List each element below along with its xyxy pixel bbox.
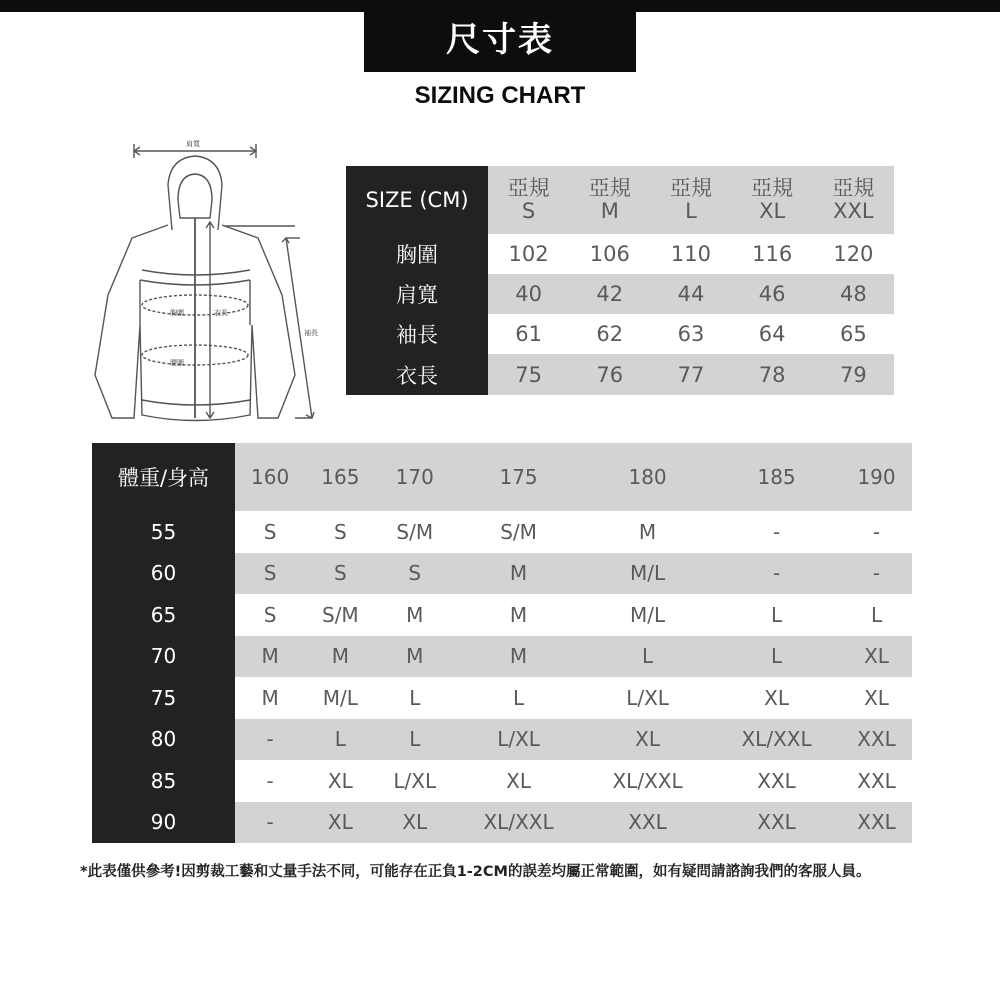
disclaimer-footnote: *此表僅供參考!因剪裁工藝和丈量手法不同，可能存在正負1-2CM的誤差均屬正常範圍，如有疑問請諮詢我們的客服人員。 — [80, 864, 871, 880]
size-cell: XXL — [841, 719, 912, 761]
size-cell: L — [305, 719, 375, 761]
size-cell: XL — [327, 768, 353, 793]
measurement-cell: 46 — [732, 274, 813, 314]
size-cell: XXL — [757, 768, 796, 793]
table-row — [92, 802, 912, 844]
measurement-cell: 106 — [589, 242, 630, 266]
size-cell: - — [772, 519, 781, 544]
measurement-row-label: 袖長 — [346, 314, 488, 354]
size-column-header: 亞規 M — [569, 166, 650, 234]
size-cell: L — [712, 636, 841, 678]
size-cell: M — [406, 602, 424, 627]
size-cell: S — [263, 602, 277, 627]
size-cell: S — [334, 519, 347, 544]
height-column-header: 160 — [235, 443, 305, 511]
size-cell: S — [235, 553, 305, 595]
size-cell: M/L — [629, 602, 666, 627]
size-cell: XXL — [583, 802, 712, 844]
diagram-sleeve-label: 袖長 — [304, 329, 318, 337]
measurement-cell: 63 — [677, 322, 705, 346]
weight-row-label: 60 — [92, 553, 235, 595]
size-cell: XL — [375, 802, 454, 844]
size-cell: - — [235, 719, 305, 761]
size-cell: XXL — [712, 802, 841, 844]
size-cell: XXL — [857, 768, 896, 793]
table-row — [92, 553, 912, 595]
size-cell: XL/XXL — [712, 719, 841, 761]
size-cell: L — [870, 602, 883, 627]
table-row — [92, 511, 912, 553]
measurement-row-label: 肩寬 — [346, 274, 488, 314]
diagram-chest-label: 胸圍 — [170, 309, 184, 317]
measurement-cell: 42 — [569, 274, 650, 314]
size-cell: M — [375, 636, 454, 678]
size-cell: S/M — [396, 519, 434, 544]
size-recommendation-table — [92, 443, 912, 843]
size-cell: L/XL — [454, 719, 583, 761]
size-cell: - — [841, 553, 912, 595]
size-cell: L — [770, 602, 783, 627]
height-column-header: 165 — [305, 443, 375, 511]
size-cell: M — [261, 685, 279, 710]
weight-row-label: 65 — [92, 594, 235, 636]
size-cell: L — [409, 685, 421, 710]
measurement-cell: 61 — [515, 322, 542, 346]
page-subtitle: SIZING CHART — [414, 82, 586, 109]
measurement-corner: SIZE (CM) — [346, 166, 488, 234]
table-row — [92, 594, 912, 636]
weight-row-label: 80 — [92, 719, 235, 761]
weight-row-label: 70 — [92, 636, 235, 678]
page-title: 尺寸表 — [364, 0, 636, 72]
measurement-header-row — [346, 166, 894, 234]
measurement-cell: 75 — [488, 354, 569, 395]
size-cell: L — [375, 719, 454, 761]
size-cell: M — [509, 602, 528, 627]
measurement-cell: 62 — [596, 322, 624, 346]
measurement-table — [346, 166, 894, 395]
size-cell: XL — [506, 768, 531, 793]
size-cell: M — [305, 636, 375, 678]
size-cell: M — [638, 519, 657, 544]
size-column-header: 亞規 XXL — [813, 166, 894, 234]
size-cell: - — [872, 519, 881, 544]
size-column-header: 亞規 L — [650, 166, 731, 234]
measurement-cell: 120 — [833, 242, 874, 266]
size-cell: XL — [583, 719, 712, 761]
size-cell: L — [512, 685, 525, 710]
size-column-header: 亞規 S — [488, 166, 569, 234]
diagram-length-label: 衣長 — [214, 309, 228, 317]
size-cell: S — [375, 553, 454, 595]
measurement-cell: 44 — [650, 274, 731, 314]
height-column-header: 180 — [583, 443, 712, 511]
size-corner: 體重/身高 — [92, 443, 235, 511]
height-column-header: 170 — [375, 443, 454, 511]
size-cell: XL — [841, 636, 912, 678]
size-cell: - — [266, 768, 274, 793]
measurement-row-chest — [346, 234, 894, 274]
weight-row-label: 75 — [92, 677, 235, 719]
table-row — [92, 760, 912, 802]
measurement-cell: 116 — [752, 242, 793, 266]
size-cell: M — [454, 553, 583, 595]
measurement-cell: 110 — [670, 242, 712, 266]
size-cell: M — [235, 636, 305, 678]
weight-row-label: 55 — [92, 511, 235, 553]
size-cell: M/L — [322, 685, 358, 710]
measurement-cell: 65 — [840, 322, 867, 346]
measurement-cell: 78 — [732, 354, 813, 395]
size-cell: M/L — [583, 553, 712, 595]
size-cell: L/XL — [626, 685, 669, 710]
measurement-cell: 102 — [508, 242, 549, 266]
measurement-row-label: 胸圍 — [346, 234, 488, 274]
size-cell: - — [235, 802, 305, 844]
size-cell: S/M — [500, 519, 537, 544]
measurement-cell: 77 — [650, 354, 731, 395]
size-cell: L/XL — [393, 768, 437, 793]
measurement-cell: 40 — [488, 274, 569, 314]
table-row — [92, 677, 912, 719]
size-cell: XL — [305, 802, 375, 844]
weight-row-label: 90 — [92, 802, 235, 844]
size-cell: S — [305, 553, 375, 595]
size-cell: XL — [764, 685, 789, 710]
height-column-header: 185 — [712, 443, 841, 511]
measurement-cell: 76 — [569, 354, 650, 395]
weight-row-label: 85 — [92, 760, 235, 802]
size-cell: - — [712, 553, 841, 595]
diagram-waist-label: 腰圍 — [170, 359, 184, 367]
jacket-diagram — [90, 130, 340, 430]
size-cell: L — [583, 636, 712, 678]
size-cell: S — [263, 519, 277, 544]
measurement-row-shoulder — [346, 274, 894, 314]
diagram-shoulder-label: 肩寬 — [186, 140, 200, 148]
size-cell: S/M — [322, 602, 359, 627]
measurement-cell: 48 — [813, 274, 894, 314]
measurement-cell: 64 — [758, 322, 786, 346]
measurement-row-sleeve — [346, 314, 894, 354]
measurement-row-label: 衣長 — [346, 354, 488, 395]
size-cell: XL — [864, 685, 889, 710]
table-row — [92, 719, 912, 761]
size-column-header: 亞規 XL — [732, 166, 813, 234]
size-cell: XXL — [841, 802, 912, 844]
height-column-header: 190 — [841, 443, 912, 511]
size-cell: XL/XXL — [454, 802, 583, 844]
size-header-row — [92, 443, 912, 511]
height-column-header: 175 — [454, 443, 583, 511]
size-cell: XL/XXL — [612, 768, 683, 793]
size-cell: M — [454, 636, 583, 678]
measurement-row-length — [346, 354, 894, 395]
table-row — [92, 636, 912, 678]
measurement-cell: 79 — [813, 354, 894, 395]
